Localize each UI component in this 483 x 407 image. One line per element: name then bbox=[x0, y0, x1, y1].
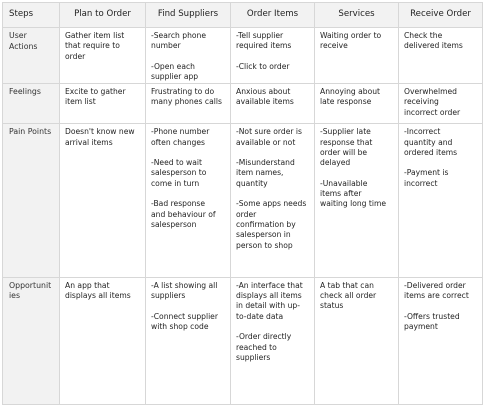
cell-opportunities-receive-order: -Delivered order items are correct -Offers trusted payment bbox=[399, 277, 483, 404]
cell-feelings-find-suppliers: Frustrating to do many phones calls bbox=[146, 84, 231, 124]
cell-feelings-order-items: Anxious about available items bbox=[231, 84, 315, 124]
row-label-user-actions: User Actions bbox=[3, 28, 60, 84]
cell-pain-points-receive-order: -Incorrect quantity and ordered items -Payment is incorrect bbox=[399, 124, 483, 277]
cell-user-actions-receive-order: Check the delivered items bbox=[399, 28, 483, 84]
cell-feelings-plan-to-order: Excite to gather item list bbox=[60, 84, 146, 124]
cell-user-actions-services: Waiting order to receive bbox=[315, 28, 399, 84]
row-label-feelings: Feelings bbox=[3, 84, 60, 124]
cell-opportunities-services: A tab that can check all order status bbox=[315, 277, 399, 404]
cell-feelings-receive-order: Overwhelmed receiving incorrect order bbox=[399, 84, 483, 124]
cell-opportunities-plan-to-order: An app that displays all items bbox=[60, 277, 146, 404]
cell-feelings-services: Annoying about late response bbox=[315, 84, 399, 124]
row-feelings bbox=[3, 84, 483, 124]
header-plan-to-order: Plan to Order bbox=[60, 3, 146, 28]
cell-opportunities-order-items: -An interface that displays all items in detail with up- to-date data -Order directly reached to suppliers bbox=[231, 277, 315, 404]
header-services: Services bbox=[315, 3, 399, 28]
row-label-pain-points: Pain Points bbox=[3, 124, 60, 277]
header-find-suppliers: Find Suppliers bbox=[146, 3, 231, 28]
cell-opportunities-find-suppliers: -A list showing all suppliers -Connect supplier with shop code bbox=[146, 277, 231, 404]
journey-map-table bbox=[2, 2, 483, 405]
row-pain-points bbox=[3, 124, 483, 277]
cell-user-actions-plan-to-order: Gather item list that require to order bbox=[60, 28, 146, 84]
header-receive-order: Receive Order bbox=[399, 3, 483, 28]
header-order-items: Order Items bbox=[231, 3, 315, 28]
cell-pain-points-plan-to-order: Doesn't know new arrival items bbox=[60, 124, 146, 277]
cell-pain-points-services: -Supplier late response that order will be delayed -Unavailable items after waiting long time bbox=[315, 124, 399, 277]
cell-pain-points-order-items: -Not sure order is available or not -Misunderstand item names, quantity -Some apps needs order confirmation by salesperson in person to shop bbox=[231, 124, 315, 277]
cell-user-actions-order-items: -Tell supplier required items -Click to order bbox=[231, 28, 315, 84]
row-user-actions bbox=[3, 28, 483, 84]
row-opportunities bbox=[3, 277, 483, 404]
row-label-opportunities: Opportunit ies bbox=[3, 277, 60, 404]
header-steps: Steps bbox=[3, 3, 60, 28]
header-row bbox=[3, 3, 483, 28]
cell-user-actions-find-suppliers: -Search phone number -Open each supplier app bbox=[146, 28, 231, 84]
cell-pain-points-find-suppliers: -Phone number often changes -Need to wait salesperson to come in turn -Bad response and behaviour of salesperson bbox=[146, 124, 231, 277]
